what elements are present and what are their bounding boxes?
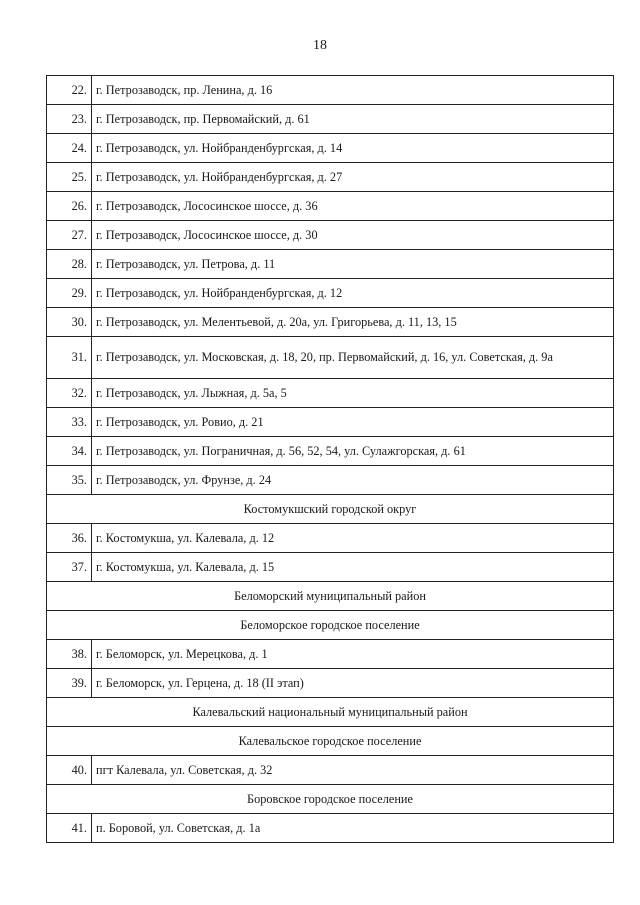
address-cell: г. Петрозаводск, ул. Нойбранденбургская, д. 27 xyxy=(92,163,614,192)
section-heading: Боровское городское поселение xyxy=(47,785,614,814)
section-heading: Беломорский муниципальный район xyxy=(47,582,614,611)
table-row xyxy=(47,524,614,553)
row-number: 25. xyxy=(47,163,92,192)
section-heading: Беломорское городское поселение xyxy=(47,611,614,640)
address-cell: г. Костомукша, ул. Калевала, д. 15 xyxy=(92,553,614,582)
table-row xyxy=(47,640,614,669)
address-cell: п. Боровой, ул. Советская, д. 1а xyxy=(92,814,614,843)
table-row xyxy=(47,163,614,192)
table-row xyxy=(47,408,614,437)
address-table-body xyxy=(47,76,614,843)
row-number: 38. xyxy=(47,640,92,669)
section-heading-row xyxy=(47,582,614,611)
table-row xyxy=(47,337,614,379)
address-cell: г. Петрозаводск, ул. Ровио, д. 21 xyxy=(92,408,614,437)
row-number: 32. xyxy=(47,379,92,408)
address-cell: г. Петрозаводск, Лососинское шоссе, д. 36 xyxy=(92,192,614,221)
row-number: 35. xyxy=(47,466,92,495)
address-cell: г. Петрозаводск, ул. Мелентьевой, д. 20а, ул. Григорьева, д. 11, 13, 15 xyxy=(92,308,614,337)
address-cell: г. Петрозаводск, ул. Нойбранденбургская, д. 14 xyxy=(92,134,614,163)
section-heading-row xyxy=(47,698,614,727)
address-cell: г. Беломорск, ул. Герцена, д. 18 (II этап) xyxy=(92,669,614,698)
row-number: 41. xyxy=(47,814,92,843)
section-heading: Калевальский национальный муниципальный район xyxy=(47,698,614,727)
table-row xyxy=(47,379,614,408)
section-heading-row xyxy=(47,495,614,524)
address-cell: г. Петрозаводск, ул. Московская, д. 18, 20, пр. Первомайский, д. 16, ул. Советская, д. 9а xyxy=(92,337,614,379)
row-number: 27. xyxy=(47,221,92,250)
table-row xyxy=(47,76,614,105)
table-row xyxy=(47,279,614,308)
table-row xyxy=(47,553,614,582)
row-number: 26. xyxy=(47,192,92,221)
section-heading: Калевальское городское поселение xyxy=(47,727,614,756)
row-number: 34. xyxy=(47,437,92,466)
table-row xyxy=(47,814,614,843)
row-number: 36. xyxy=(47,524,92,553)
section-heading-row xyxy=(47,727,614,756)
row-number: 33. xyxy=(47,408,92,437)
address-cell: г. Петрозаводск, ул. Пограничная, д. 56, 52, 54, ул. Сулажгорская, д. 61 xyxy=(92,437,614,466)
address-table xyxy=(46,75,614,843)
row-number: 23. xyxy=(47,105,92,134)
table-row xyxy=(47,192,614,221)
address-cell: г. Петрозаводск, ул. Лыжная, д. 5а, 5 xyxy=(92,379,614,408)
page-number: 18 xyxy=(313,38,327,53)
section-heading-row xyxy=(47,611,614,640)
row-number: 31. xyxy=(47,337,92,379)
table-row xyxy=(47,466,614,495)
table-row xyxy=(47,669,614,698)
row-number: 22. xyxy=(47,76,92,105)
section-heading-row xyxy=(47,785,614,814)
address-cell: г. Петрозаводск, Лососинское шоссе, д. 30 xyxy=(92,221,614,250)
row-number: 29. xyxy=(47,279,92,308)
row-number: 28. xyxy=(47,250,92,279)
table-row xyxy=(47,221,614,250)
row-number: 37. xyxy=(47,553,92,582)
address-cell: г. Петрозаводск, пр. Ленина, д. 16 xyxy=(92,76,614,105)
row-number: 39. xyxy=(47,669,92,698)
table-row xyxy=(47,437,614,466)
address-cell: г. Петрозаводск, пр. Первомайский, д. 61 xyxy=(92,105,614,134)
table-row xyxy=(47,134,614,163)
address-cell: г. Петрозаводск, ул. Нойбранденбургская, д. 12 xyxy=(92,279,614,308)
table-row xyxy=(47,308,614,337)
address-cell: г. Петрозаводск, ул. Фрунзе, д. 24 xyxy=(92,466,614,495)
row-number: 40. xyxy=(47,756,92,785)
table-row xyxy=(47,250,614,279)
section-heading: Костомукшский городской округ xyxy=(47,495,614,524)
row-number: 30. xyxy=(47,308,92,337)
address-cell: г. Петрозаводск, ул. Петрова, д. 11 xyxy=(92,250,614,279)
address-cell: пгт Калевала, ул. Советская, д. 32 xyxy=(92,756,614,785)
row-number: 24. xyxy=(47,134,92,163)
address-cell: г. Беломорск, ул. Мерецкова, д. 1 xyxy=(92,640,614,669)
table-row xyxy=(47,105,614,134)
address-cell: г. Костомукша, ул. Калевала, д. 12 xyxy=(92,524,614,553)
table-row xyxy=(47,756,614,785)
